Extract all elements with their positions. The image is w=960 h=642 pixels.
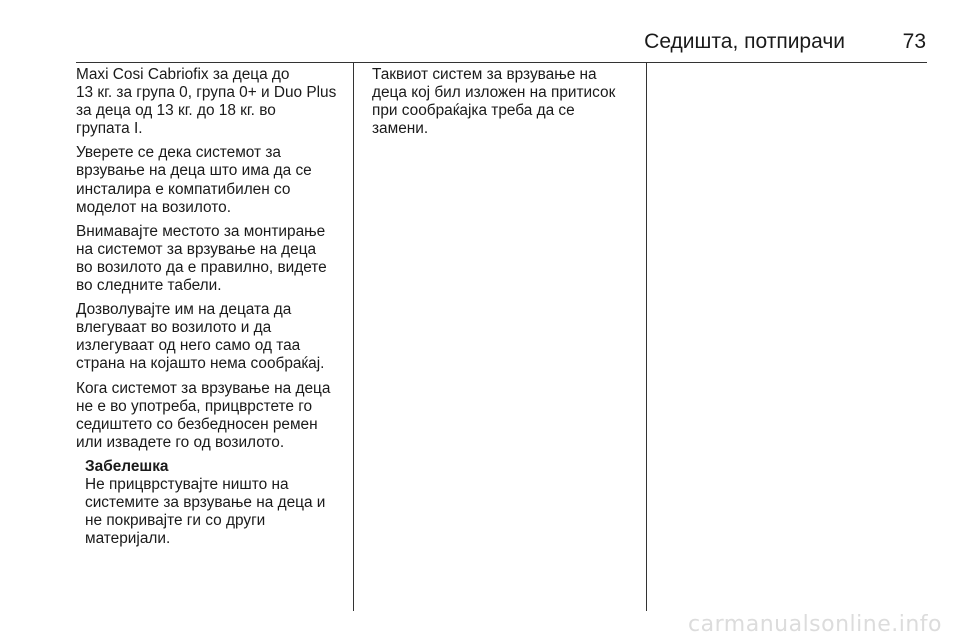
text-line: во возилото да е правилно, видете: [76, 258, 327, 276]
text-line: не е во употреба, прицврстете го: [76, 397, 313, 415]
text-line: во следните табели.: [76, 277, 222, 295]
page-number: 73: [902, 30, 926, 53]
text-line: седиштето со безбедносен ремен: [76, 415, 318, 433]
paragraph-compatible-seats: [76, 66, 348, 138]
column-divider-left: [353, 63, 354, 611]
text-line: групата I.: [76, 120, 143, 138]
left-column: [76, 66, 348, 548]
paragraph-mounting-position: [76, 223, 348, 295]
text-line: Внимавајте местото за монтирање: [76, 222, 326, 240]
header-divider: [76, 62, 927, 63]
text-line: Уверете се дека системот за: [76, 144, 281, 162]
text-line: Таквиот систем за врзување на: [372, 66, 597, 83]
text-line: Maxi Cosi Cabriofix за деца до: [76, 66, 290, 83]
text-line: 13 кг. за група 0, група 0+ и Duo Plus: [76, 84, 337, 102]
text-line: за деца од 13 кг. до 18 кг. во: [76, 102, 276, 120]
text-line: при сообраќајка треба да се: [372, 102, 575, 120]
paragraph-exit-side: [76, 301, 348, 373]
note-block: [85, 458, 348, 548]
paragraph-compatibility-check: [76, 144, 348, 216]
text-line: деца кој бил изложен на притисок: [372, 84, 616, 102]
text-line: на системот за врзување на деца: [76, 240, 317, 258]
watermark: carmanualsonline.info: [688, 612, 942, 637]
text-line: врзување на деца што има да се: [76, 162, 312, 180]
middle-column: [372, 66, 644, 144]
paragraph-not-in-use: [76, 380, 348, 452]
text-line: не покривајте ги со други: [85, 512, 266, 530]
text-line: Дозволувајте им на децата да: [76, 301, 292, 319]
text-line: инсталира е компатибилен со: [76, 180, 291, 198]
text-line: Кога системот за врзување на деца: [76, 379, 331, 397]
column-divider-right: [646, 63, 647, 611]
text-line: влегуваат во возилото и да: [76, 319, 272, 337]
running-header-title: Седишта, потпирачи: [644, 30, 845, 53]
text-line: системите за врзување на деца и: [85, 494, 326, 512]
text-line: моделот на возилото.: [76, 198, 231, 216]
text-line: излегуваат од него само од таа: [76, 337, 301, 355]
text-line: страна на којашто нема сообраќај.: [76, 355, 325, 373]
text-line: Не прицврстувајте ништо на: [85, 475, 289, 493]
text-line: замени.: [372, 120, 429, 138]
note-title: Забелешка: [85, 457, 169, 475]
text-line: или извадете го од возилото.: [76, 433, 285, 451]
text-line: материјали.: [85, 530, 171, 548]
paragraph-replace-after-accident: [372, 66, 644, 138]
